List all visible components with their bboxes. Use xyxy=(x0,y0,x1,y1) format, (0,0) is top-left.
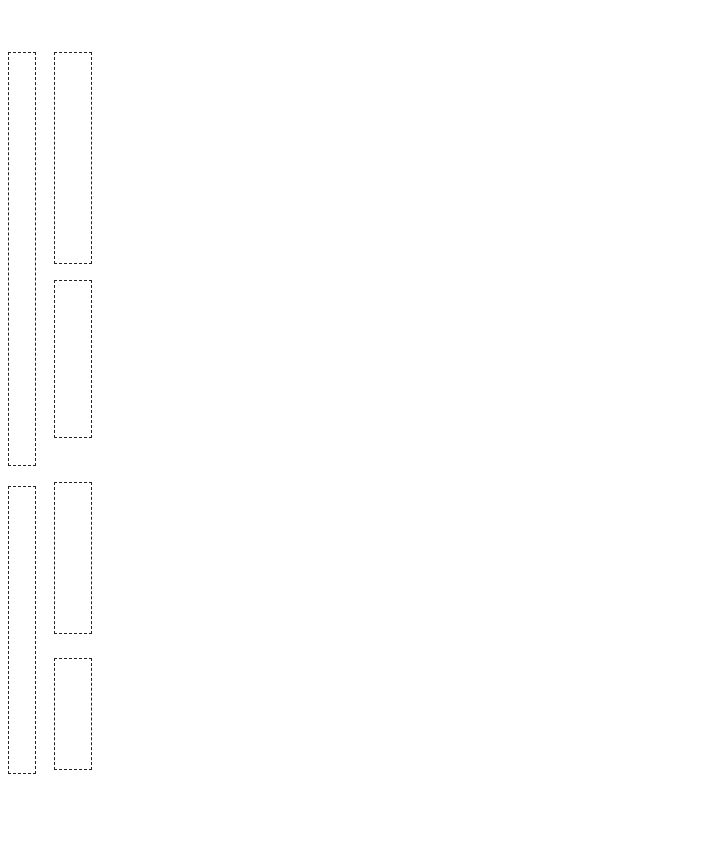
returns-side-box xyxy=(8,486,36,774)
capital-side-box xyxy=(54,280,92,438)
inputs-side-box xyxy=(8,52,36,466)
other-side-box xyxy=(54,658,92,770)
labour-side-box xyxy=(54,52,92,264)
area-label xyxy=(150,32,182,41)
timber-side-box xyxy=(54,482,92,634)
